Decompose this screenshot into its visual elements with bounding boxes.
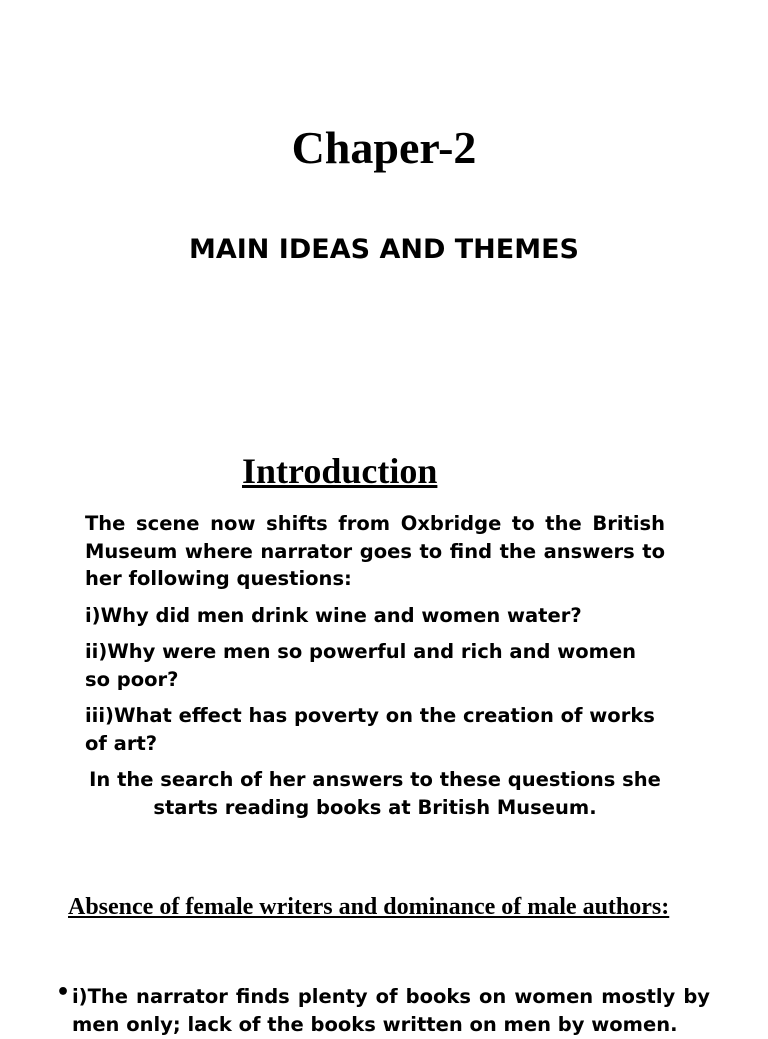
question-item: i)Why did men drink wine and women water? bbox=[85, 603, 582, 627]
introduction-body bbox=[85, 510, 665, 830]
page-subtitle: MAIN IDEAS AND THEMES bbox=[189, 234, 579, 265]
intro-conclusion: In the search of her answers to these questions she starts reading books at British Museum. bbox=[89, 768, 661, 819]
section-heading: Absence of female writers and dominance of male authors: bbox=[68, 894, 670, 920]
introduction-heading: Introduction bbox=[242, 451, 438, 491]
question-item: iii)What effect has poverty on the creation of works of art? bbox=[85, 704, 655, 755]
question-item: ii)Why were men so powerful and rich and women so poor? bbox=[85, 640, 637, 691]
intro-paragraph: The scene now shifts from Oxbridge to the British Museum where narrator goes to find the answers to her following questions: bbox=[85, 512, 665, 590]
page-title: Chaper-2 bbox=[291, 122, 477, 173]
bullet-marker: • bbox=[56, 980, 71, 1005]
bullet-text: i)The narrator finds plenty of books on women mostly by men only; lack of the books written on men by women. bbox=[72, 985, 710, 1036]
bullet-list-item bbox=[56, 980, 710, 1039]
